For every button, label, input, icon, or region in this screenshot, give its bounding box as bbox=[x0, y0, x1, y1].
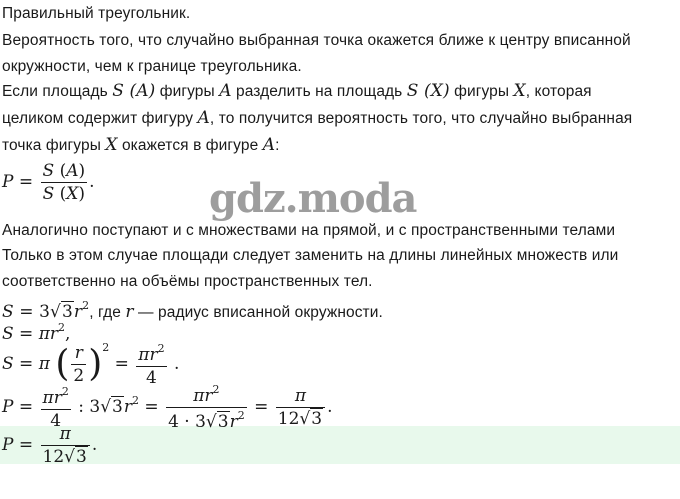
formula-ratio: P = $\frac{\pi r^2}{4}$ : $3√3r^2$ = $\frac{\pi r^2}{4 \cdot 3√3r^2}$ = $\frac{\pi}{12√3}$ . bbox=[2, 383, 333, 432]
text-line-7: Аналогично поступают и с множествами на прямой, и с пространственными телами bbox=[2, 222, 616, 239]
text-line-2: Вероятность того, что случайно выбранная точка окажется ближе к центру вписанной bbox=[2, 32, 631, 49]
text-line-1: Правильный треугольник. bbox=[2, 5, 191, 22]
watermark-logo: gdz.moda bbox=[209, 175, 417, 222]
formula-circle-area: $S = \pi r^2$, bbox=[2, 321, 71, 344]
text-line-6: точка фигуры X окажется в фигуре A: bbox=[2, 135, 280, 155]
text-line-3: окружности, чем к границе треугольника. bbox=[2, 58, 302, 75]
formula-probability: P = $\frac{S (A)}{S (X)}$ . bbox=[2, 161, 95, 204]
text-line-10: $S = 3√3r^2$, где r — радиус вписанной окружности. bbox=[2, 299, 383, 322]
text-line-4: Если площадь S (A) фигуры A разделить на площадь S (X) фигуры X, которая bbox=[2, 81, 592, 101]
text-line-5: целиком содержит фигуру A, то получится вероятность того, что случайно выбранная bbox=[2, 108, 633, 128]
text-line-9: соответственно на объёмы пространственных тел. bbox=[2, 273, 373, 290]
formula-answer: P = $\frac{\pi}{12√3}$ . bbox=[2, 424, 98, 467]
formula-circle-area-expanded: S = π ( $\frac{r}{2}$ )$^2$ = $\frac{\pi r^2}{4}$ . bbox=[2, 341, 180, 388]
text-line-8: Только в этом случае площади следует заменить на длины линейных множеств или bbox=[2, 247, 619, 264]
